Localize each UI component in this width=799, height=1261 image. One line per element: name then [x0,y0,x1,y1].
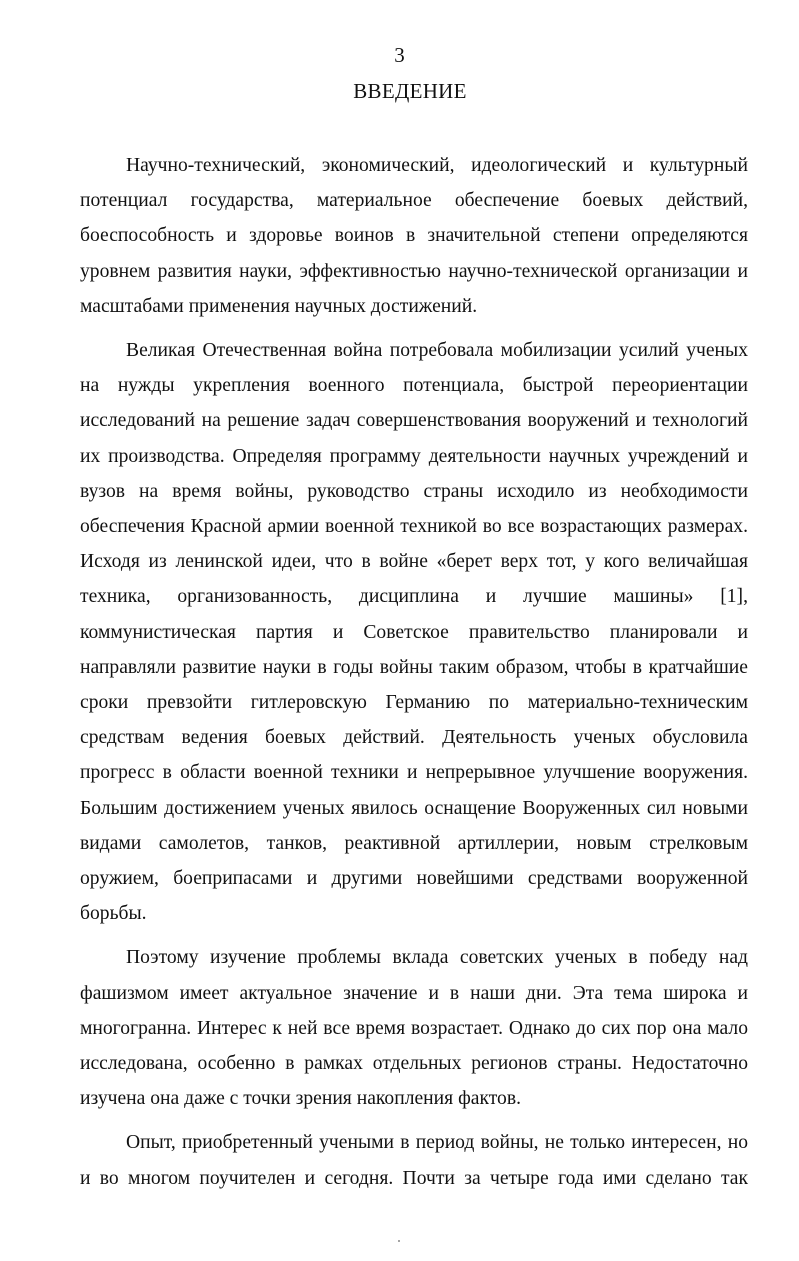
paragraph-4: Опыт, приобретенный учеными в период войны, не только интересен, но и во многом поучителен и сегодня. Почти за четыре года ими сделано так [80,1132,748,1189]
paragraph-1: Научно-технический, экономический, идеологический и культурный потенциал государства, материальное обеспечение боевых действий, боеспособность и здоровье воинов в значительной степени определяются уровнем развития науки, эффективностью научно-технической организации и масштабами применения научных достижений. [80,155,748,317]
body-text [80,148,748,1205]
scan-speck [398,1240,400,1242]
section-heading: ВВЕДЕНИЕ [353,79,467,103]
paragraph-2: Великая Отечественная война потребовала мобилизации усилий ученых на нужды укрепления военного потенциала, быстрой переориентации исследований на решение задач совершенствования вооружений и технологий их производства. Определяя программу деятельности научных учреждений и вузов на время войны, руководство страны исходило из необходимости обеспечения Красной армии военной техникой во все возрастающих размерах. Исходя из ленинской идеи, что в войне «берет верх тот, у кого величайшая техника, организованность, дисциплина и лучшие машины» [1], коммунистическая партия и Советское правительство планировали и направляли развитие науки в годы войны таким образом, чтобы в кратчайшие сроки превзойти гитлеровскую Германию по материально-техническим средствам ведения боевых действий. Деятельность ученых обусловила прогресс в области военной техники и непрерывное улучшение вооружения. Большим достижением ученых явилось оснащение Вооруженных сил новыми видами самолетов, танков, реактивной артиллерии, новым стрелковым оружием, боеприпасами и другими новейшими средствами вооруженной борьбы. [80,340,748,925]
paragraph-3: Поэтому изучение проблемы вклада советских ученых в победу над фашизмом имеет актуальное значение и в наши дни. Эта тема широка и многогранна. Интерес к ней все время возрастает. Однако до сих пор она мало исследована, особенно в рамках отдельных регионов страны. Недостаточно изучена она даже с точки зрения накопления фактов. [80,947,748,1110]
page-number: 3 [394,43,405,67]
